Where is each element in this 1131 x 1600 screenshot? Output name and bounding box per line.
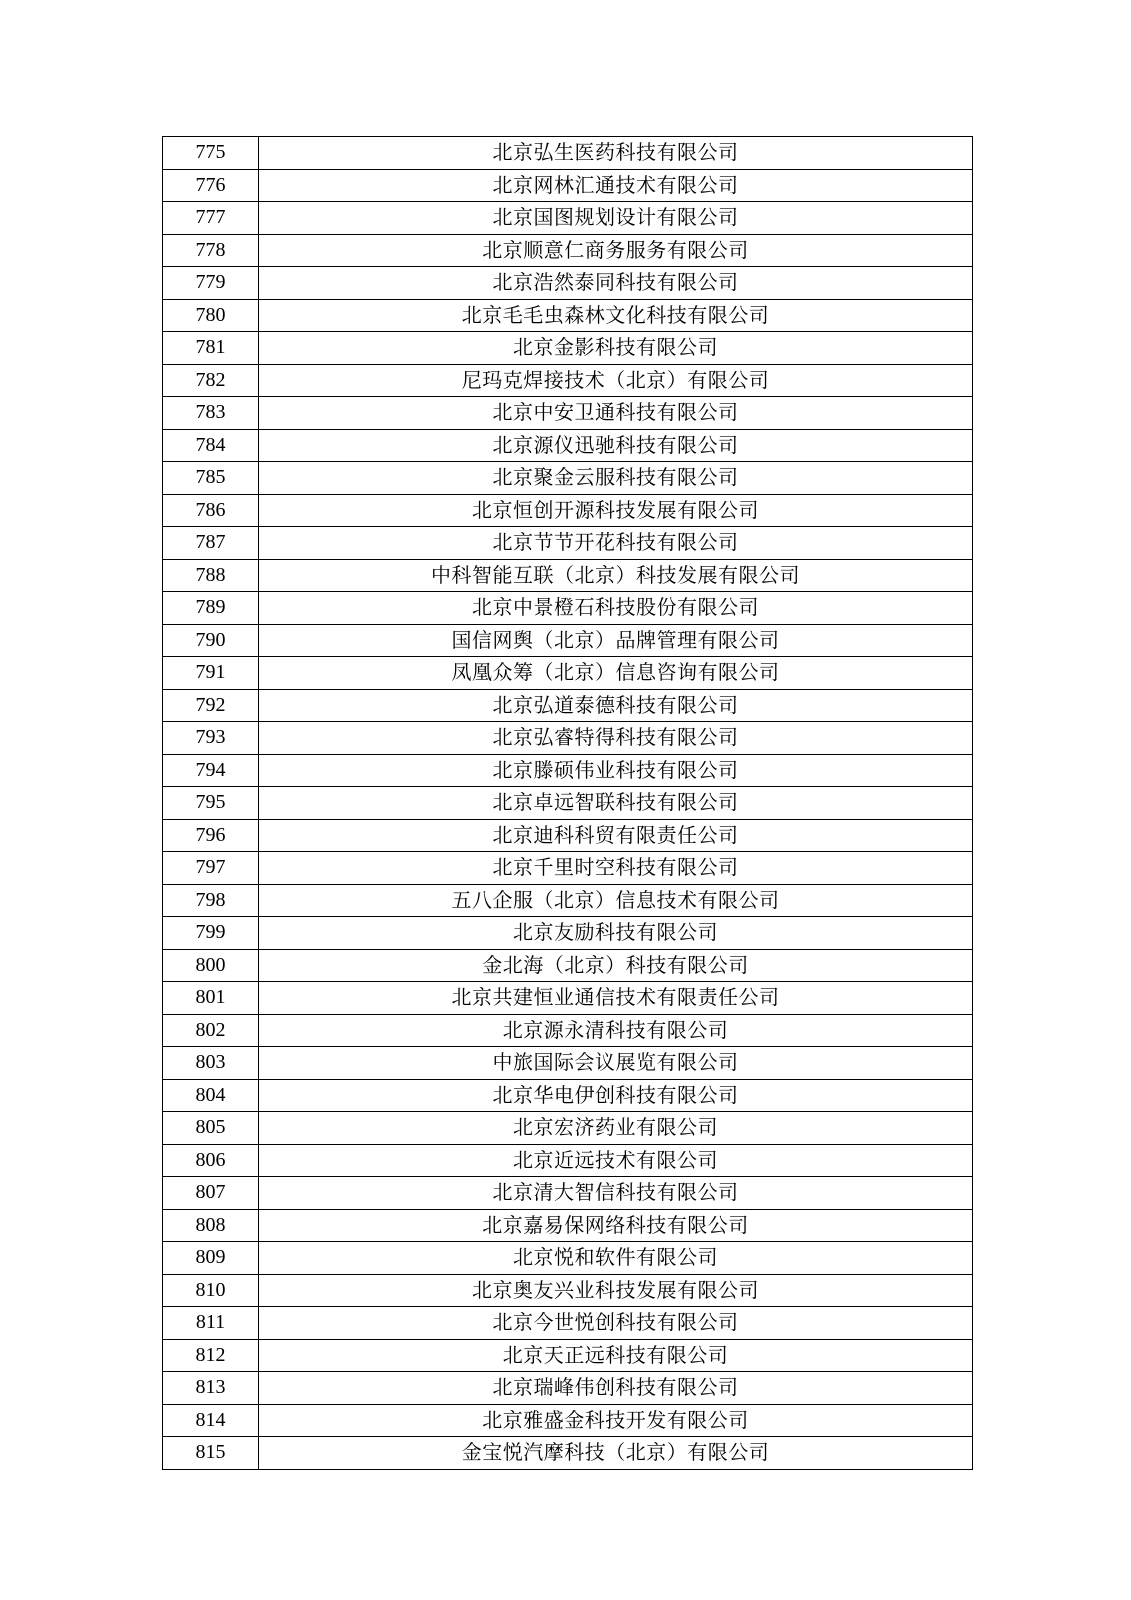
company-name: 北京近远技术有限公司 [259,1144,973,1177]
company-name: 凤凰众筹（北京）信息咨询有限公司 [259,657,973,690]
row-number: 782 [163,364,259,397]
row-number: 804 [163,1079,259,1112]
row-number: 810 [163,1274,259,1307]
row-number: 783 [163,397,259,430]
company-name: 北京中安卫通科技有限公司 [259,397,973,430]
company-name: 北京浩然泰同科技有限公司 [259,267,973,300]
company-name: 北京宏济药业有限公司 [259,1112,973,1145]
row-number: 813 [163,1372,259,1405]
company-name: 北京卓远智联科技有限公司 [259,787,973,820]
table-row [163,754,973,787]
row-number: 776 [163,169,259,202]
company-name: 北京聚金云服科技有限公司 [259,462,973,495]
row-number: 778 [163,234,259,267]
table-row [163,332,973,365]
row-number: 790 [163,624,259,657]
company-name: 北京天正远科技有限公司 [259,1339,973,1372]
table-row [163,624,973,657]
table-row [163,1014,973,1047]
row-number: 796 [163,819,259,852]
company-name: 北京今世悦创科技有限公司 [259,1307,973,1340]
row-number: 797 [163,852,259,885]
row-number: 779 [163,267,259,300]
company-name: 北京弘睿特得科技有限公司 [259,722,973,755]
table-row [163,1339,973,1372]
table-row [163,1437,973,1470]
company-list-body [163,137,973,1470]
company-name: 北京源仪迅驰科技有限公司 [259,429,973,462]
row-number: 791 [163,657,259,690]
table-row [163,884,973,917]
table-row [163,267,973,300]
company-name: 北京节节开花科技有限公司 [259,527,973,560]
table-row [163,137,973,170]
table-row [163,1144,973,1177]
table-row [163,1404,973,1437]
company-name: 中旅国际会议展览有限公司 [259,1047,973,1080]
row-number: 775 [163,137,259,170]
table-row [163,169,973,202]
table-row [163,364,973,397]
company-name: 北京滕硕伟业科技有限公司 [259,754,973,787]
table-row [163,1242,973,1275]
row-number: 806 [163,1144,259,1177]
company-name: 金宝悦汽摩科技（北京）有限公司 [259,1437,973,1470]
table-row [163,657,973,690]
row-number: 781 [163,332,259,365]
table-row [163,202,973,235]
table-row [163,1274,973,1307]
row-number: 799 [163,917,259,950]
table-row [163,429,973,462]
table-row [163,1112,973,1145]
row-number: 815 [163,1437,259,1470]
company-name: 北京毛毛虫森林文化科技有限公司 [259,299,973,332]
row-number: 789 [163,592,259,625]
row-number: 777 [163,202,259,235]
row-number: 809 [163,1242,259,1275]
table-row [163,852,973,885]
company-name: 北京清大智信科技有限公司 [259,1177,973,1210]
table-row [163,917,973,950]
row-number: 792 [163,689,259,722]
table-row [163,689,973,722]
table-row [163,592,973,625]
table-row [163,559,973,592]
row-number: 800 [163,949,259,982]
row-number: 801 [163,982,259,1015]
company-name: 北京嘉易保网络科技有限公司 [259,1209,973,1242]
row-number: 786 [163,494,259,527]
company-name: 北京悦和软件有限公司 [259,1242,973,1275]
company-name: 北京共建恒业通信技术有限责任公司 [259,982,973,1015]
table-row [163,462,973,495]
table-row [163,1047,973,1080]
company-name: 北京雅盛金科技开发有限公司 [259,1404,973,1437]
table-row [163,1177,973,1210]
row-number: 780 [163,299,259,332]
company-name: 北京金影科技有限公司 [259,332,973,365]
table-row [163,1372,973,1405]
table-row [163,1079,973,1112]
table-row [163,982,973,1015]
company-name: 北京网林汇通技术有限公司 [259,169,973,202]
row-number: 811 [163,1307,259,1340]
table-row [163,299,973,332]
table-row [163,722,973,755]
row-number: 798 [163,884,259,917]
row-number: 787 [163,527,259,560]
table-row [163,234,973,267]
row-number: 803 [163,1047,259,1080]
row-number: 785 [163,462,259,495]
company-name: 北京弘生医药科技有限公司 [259,137,973,170]
table-row [163,397,973,430]
company-name: 北京顺意仁商务服务有限公司 [259,234,973,267]
row-number: 794 [163,754,259,787]
table-row [163,494,973,527]
company-name: 北京国图规划设计有限公司 [259,202,973,235]
table-row [163,1209,973,1242]
company-name: 北京弘道泰德科技有限公司 [259,689,973,722]
table-row [163,819,973,852]
company-name: 北京恒创开源科技发展有限公司 [259,494,973,527]
table-row [163,949,973,982]
company-name: 国信网舆（北京）品牌管理有限公司 [259,624,973,657]
row-number: 805 [163,1112,259,1145]
row-number: 808 [163,1209,259,1242]
row-number: 795 [163,787,259,820]
company-name: 五八企服（北京）信息技术有限公司 [259,884,973,917]
row-number: 807 [163,1177,259,1210]
company-list-table [162,136,973,1470]
company-name: 北京源永清科技有限公司 [259,1014,973,1047]
company-name: 北京千里时空科技有限公司 [259,852,973,885]
company-name: 北京瑞峰伟创科技有限公司 [259,1372,973,1405]
row-number: 793 [163,722,259,755]
company-name: 北京中景橙石科技股份有限公司 [259,592,973,625]
row-number: 812 [163,1339,259,1372]
row-number: 814 [163,1404,259,1437]
row-number: 784 [163,429,259,462]
table-row [163,527,973,560]
company-name: 中科智能互联（北京）科技发展有限公司 [259,559,973,592]
company-name: 尼玛克焊接技术（北京）有限公司 [259,364,973,397]
company-name: 北京迪科科贸有限责任公司 [259,819,973,852]
company-name: 北京奥友兴业科技发展有限公司 [259,1274,973,1307]
table-row [163,1307,973,1340]
table-row [163,787,973,820]
row-number: 788 [163,559,259,592]
company-name: 金北海（北京）科技有限公司 [259,949,973,982]
company-name: 北京友励科技有限公司 [259,917,973,950]
company-name: 北京华电伊创科技有限公司 [259,1079,973,1112]
row-number: 802 [163,1014,259,1047]
